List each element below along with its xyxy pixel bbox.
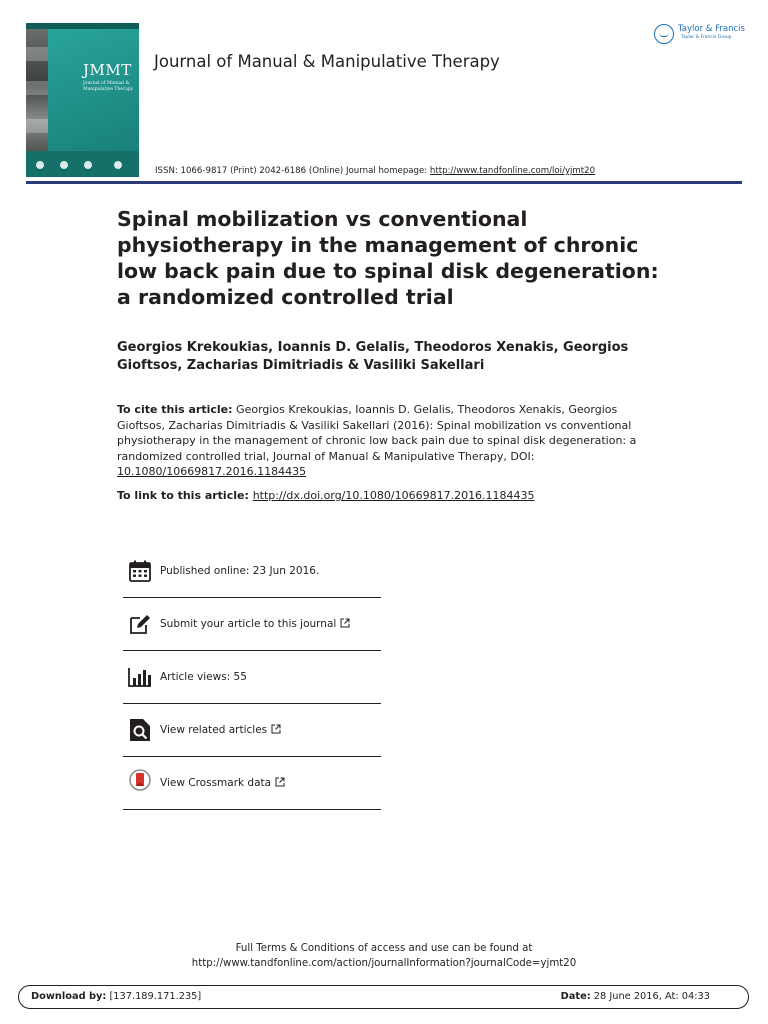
citation (117, 402, 647, 480)
issn-text: ISSN: 1066-9817 (Print) 2042-6186 (Online) Journal homepage: (155, 166, 430, 176)
publisher-logo (654, 22, 754, 48)
crossmark-icon (126, 769, 154, 797)
bar-chart-icon (126, 663, 154, 691)
date-value: 28 June 2016, At: 04:33 (590, 991, 710, 1002)
date-label: Date: (560, 991, 591, 1002)
published-date: Published online: 23 Jun 2016. (160, 565, 320, 577)
view-related-articles-link[interactable]: View related articles (160, 724, 268, 736)
cite-text: Georgios Krekoukias, Ioannis D. Gelalis, Theodoros Xenakis, Georgios Gioftsos, Zacharias Dimitriadis & Vasiliki Sakellari (2016): Spinal mobilization vs conventional physiotherapy in the management of chronic low back pain due to spinal disk degeneration: a randomized controlled trial, Journal of Manual & Manipulative Therapy, DOI: (117, 403, 637, 463)
link-label: To link to this article: (117, 489, 253, 502)
publisher-logo-icon (654, 24, 674, 44)
download-info-bar (18, 985, 749, 1009)
article-info-list (123, 545, 381, 810)
calendar-icon (126, 557, 154, 585)
related-row[interactable] (123, 704, 381, 757)
download-ip: [137.189.171.235] (106, 991, 202, 1002)
cover-subtitle: Journal of Manual & Manipulative Therapy (83, 81, 134, 92)
cover-photo-strip (26, 29, 48, 169)
publisher-name: Taylor & Francis (678, 24, 745, 34)
submit-article-link[interactable]: Submit your article to this journal (160, 618, 337, 630)
terms-line-1: Full Terms & Conditions of access and use can be found at (235, 943, 533, 954)
cover-footer (26, 151, 139, 177)
cover-acronym: JMMT (83, 61, 132, 79)
issn-line (155, 166, 595, 176)
article-views: Article views: 55 (160, 671, 247, 683)
published-row (123, 545, 381, 598)
cite-doi-link[interactable]: 10.1080/10669817.2016.1184435 (117, 465, 307, 478)
terms-url[interactable]: http://www.tandfonline.com/action/journalInformation?journalCode=yjmt20 (191, 958, 577, 969)
article-doi-link[interactable]: http://dx.doi.org/10.1080/10669817.2016.1184435 (252, 489, 535, 502)
views-row (123, 651, 381, 704)
download-by (31, 991, 201, 1002)
external-link-icon (271, 724, 281, 737)
crossmark-row[interactable] (123, 757, 381, 810)
submit-row[interactable] (123, 598, 381, 651)
journal-cover-image (26, 23, 139, 177)
external-link-icon (275, 777, 285, 790)
journal-homepage-link[interactable]: http://www.tandfonline.com/loi/yjmt20 (429, 166, 596, 176)
edit-icon (126, 610, 154, 638)
related-articles-icon (126, 716, 154, 744)
cite-label: To cite this article: (117, 403, 233, 416)
terms-notice (0, 941, 768, 971)
publisher-group: Taylor & Francis Group (681, 35, 732, 40)
article-title: Spinal mobilization vs conventional physiotherapy in the management of chronic low back pain due to spinal disk degeneration: a randomized controlled trial (117, 207, 659, 309)
journal-title: Journal of Manual & Manipulative Therapy (154, 52, 500, 71)
download-label: Download by: (31, 991, 107, 1002)
view-crossmark-link[interactable]: View Crossmark data (160, 777, 272, 789)
header-divider (26, 181, 742, 184)
article-authors: Georgios Krekoukias, Ioannis D. Gelalis, Theodoros Xenakis, Georgios Gioftsos, Zacharias Dimitriadis & Vasiliki Sakellari (117, 340, 629, 373)
external-link-icon (340, 618, 350, 631)
download-date (561, 991, 710, 1002)
article-link-line (117, 488, 677, 503)
